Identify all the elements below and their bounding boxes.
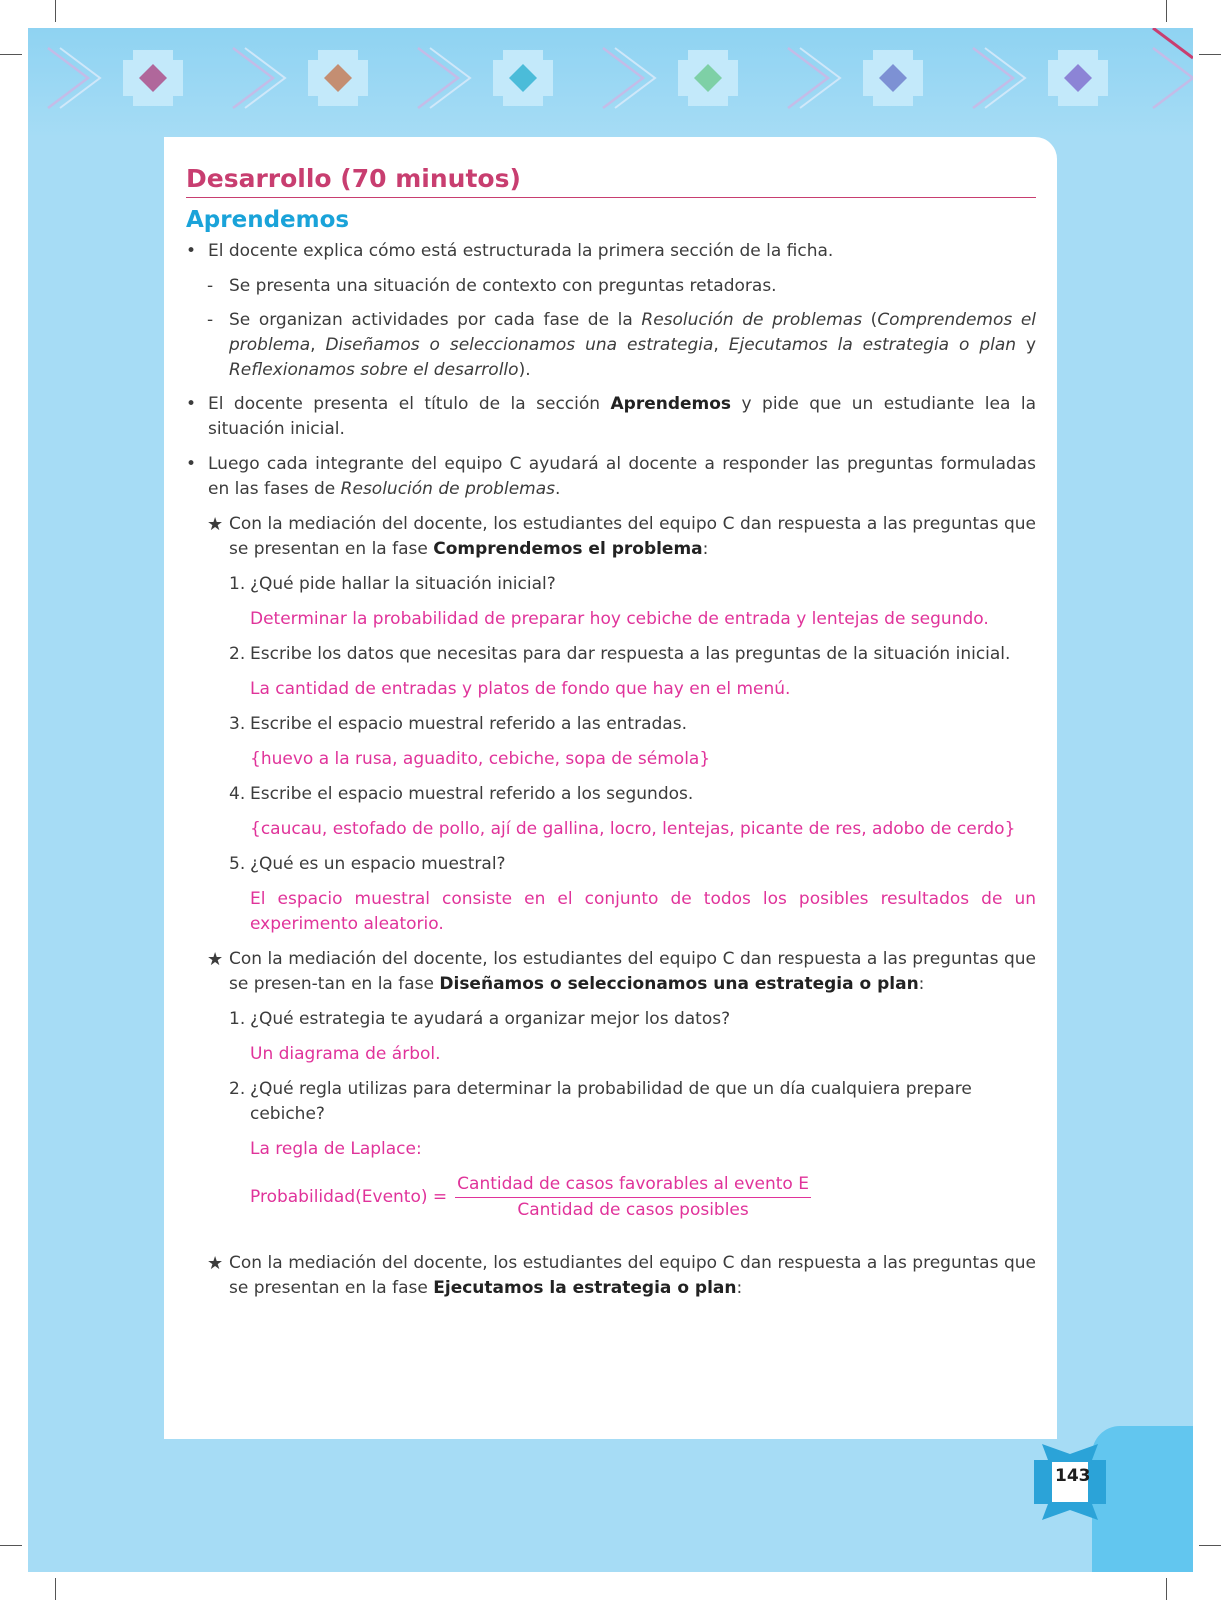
bold-text: Diseñamos o seleccionamos una estrategia o plan <box>439 974 919 994</box>
bold-text: Comprendemos el problema <box>433 539 703 559</box>
italic-text: Comprendemos el problema <box>229 310 1036 355</box>
dash-marker: - <box>207 276 214 296</box>
bullet-text: El docente explica cómo está estructurada la primera sección de la ficha. <box>208 241 834 261</box>
bullet-marker: • <box>186 394 197 414</box>
crop-mark <box>55 0 56 22</box>
italic-text: Resolución de problemas <box>641 310 863 330</box>
pattern-decoration <box>28 28 1193 138</box>
section-subtitle: Aprendemos <box>186 207 350 233</box>
italic-text: Diseñamos o seleccionamos una estrategia <box>325 335 714 355</box>
bullet-text-part: El docente presenta el título de la sección <box>208 394 611 414</box>
star-item <box>186 947 1036 997</box>
question-number: 3. <box>229 714 246 734</box>
italic-text: Ejecutamos la estrategia o plan <box>728 335 1017 355</box>
crop-mark <box>0 54 22 55</box>
question-text: Escribe los datos que necesitas para dar respuesta a las preguntas de la situación inicial. <box>250 644 1011 664</box>
dash-text: Se presenta una situación de contexto con preguntas retadoras. <box>229 276 777 296</box>
star-item <box>186 1251 1036 1301</box>
question-item <box>186 782 1036 807</box>
formula-numerator: Cantidad de casos favorables al evento E <box>455 1172 811 1198</box>
answer-text: La cantidad de entradas y platos de fondo que hay en el menú. <box>250 679 791 699</box>
crop-mark <box>1166 1578 1167 1600</box>
question-text: Escribe el espacio muestral referido a las entradas. <box>250 714 687 734</box>
question-item <box>186 712 1036 737</box>
question-text: ¿Qué estrategia te ayudará a organizar mejor los datos? <box>250 1009 731 1029</box>
star-text-part: : <box>736 1278 743 1298</box>
dash-item <box>186 274 1036 299</box>
formula-lhs: Probabilidad(Evento) = <box>250 1187 448 1207</box>
bullet-marker: • <box>186 454 197 474</box>
bullet-item <box>186 452 1036 502</box>
italic-text: Resolución de problemas <box>340 479 555 499</box>
bullet-item <box>186 392 1036 442</box>
question-item <box>186 1077 1036 1127</box>
laplace-formula <box>186 1172 1036 1223</box>
question-item <box>186 1007 1036 1032</box>
question-text: Escribe el espacio muestral referido a los segundos. <box>250 784 694 804</box>
question-item <box>186 642 1036 667</box>
bold-text: Ejecutamos la estrategia o plan <box>433 1278 737 1298</box>
main-content <box>186 160 1036 1311</box>
star-icon: ★ <box>207 1253 224 1274</box>
bullet-text-part: Luego cada integrante del equipo C ayudará al docente a responder las preguntas formuladas en las fases de <box>208 454 1036 499</box>
answer-text: {huevo a la rusa, aguadito, cebiche, sopa de sémola} <box>250 749 711 769</box>
dash-marker: - <box>207 310 214 330</box>
formula-denominator: Cantidad de casos posibles <box>517 1200 749 1220</box>
crop-mark <box>1199 54 1221 55</box>
bullet-text-part: y pide que un estudiante lea la situación inicial. <box>208 394 1036 439</box>
bullet-text-part: . <box>555 479 561 499</box>
answer-text: Determinar la probabilidad de preparar hoy cebiche de entrada y lentejas de segundo. <box>250 609 989 629</box>
dash-item <box>186 308 1036 383</box>
formula-fraction <box>455 1172 811 1223</box>
section-title: Desarrollo (70 minutos) <box>186 160 1036 198</box>
answer-text: El espacio muestral consiste en el conjunto de todos los posibles resultados de un experimento aleatorio. <box>250 889 1036 934</box>
dash-text-part: ( <box>862 310 878 330</box>
question-number: 4. <box>229 784 246 804</box>
question-text: ¿Qué regla utilizas para determinar la probabilidad de que un día cualquiera prepare cebiche? <box>250 1079 972 1124</box>
question-number: 1. <box>229 574 246 594</box>
italic-text: Reflexionamos sobre el desarrollo <box>229 360 519 380</box>
decorative-header-band <box>28 28 1193 138</box>
star-icon: ★ <box>207 949 224 970</box>
answer-text: {caucau, estofado de pollo, ají de gallina, locro, lentejas, picante de res, adobo de cerdo} <box>250 819 1016 839</box>
crop-mark <box>55 1578 56 1600</box>
crop-mark <box>1166 0 1167 22</box>
dash-text-part: Se organizan actividades por cada fase de la <box>229 310 642 330</box>
page-number: 143 <box>1055 1466 1091 1486</box>
question-text: ¿Qué es un espacio muestral? <box>250 854 506 874</box>
question-item <box>186 852 1036 877</box>
crop-mark <box>0 1545 22 1546</box>
question-number: 1. <box>229 1009 246 1029</box>
answer-text: Un diagrama de árbol. <box>250 1044 441 1064</box>
answer-text: La regla de Laplace: <box>250 1139 422 1159</box>
bullet-marker: • <box>186 241 197 261</box>
bullet-item <box>186 239 1036 264</box>
dash-text-part: y <box>1016 335 1037 355</box>
question-item <box>186 572 1036 597</box>
star-text-part: Con la mediación del docente, los estudiantes del equipo C dan respuesta a las preguntas que se presen-tan en la fase <box>229 949 1036 994</box>
star-text-part: Con la mediación del docente, los estudiantes del equipo C dan respuesta a las preguntas que se presentan en la fase <box>229 1253 1036 1298</box>
crop-mark <box>1199 1545 1221 1546</box>
question-text: ¿Qué pide hallar la situación inicial? <box>250 574 556 594</box>
star-item <box>186 512 1036 562</box>
star-text-part: Con la mediación del docente, los estudiantes del equipo C dan respuesta a las preguntas que se presentan en la fase <box>229 514 1036 559</box>
question-number: 2. <box>229 644 246 664</box>
dash-text-part: , <box>310 335 326 355</box>
star-text-part: : <box>918 974 925 994</box>
question-number: 5. <box>229 854 246 874</box>
star-icon: ★ <box>207 514 224 535</box>
dash-text-part: , <box>713 335 729 355</box>
bold-text: Aprendemos <box>610 394 732 414</box>
question-number: 2. <box>229 1079 246 1099</box>
star-text-part: : <box>702 539 709 559</box>
dash-text-part: ). <box>518 360 531 380</box>
